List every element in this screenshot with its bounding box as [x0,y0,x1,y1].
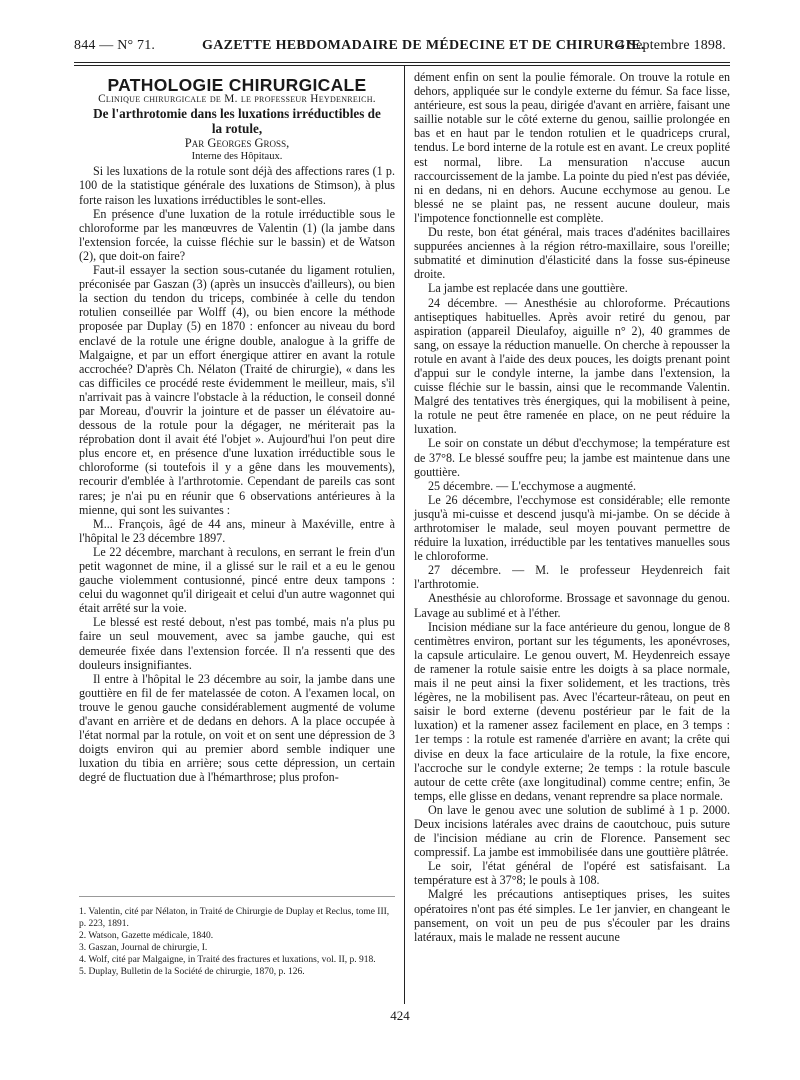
body-paragraph: Faut-il essayer la section sous-cutanée du ligament rotulien, préconisée par Gaszan (3) (après un insuccès d'ailleurs), ou bien la section du tendon du triceps, combinée à celle du tendon rotulien conseillée par Wolff (4), ou bien encore la méthode proposée par Duplay (5) en 1870 : enfoncer au niveau du bord enclavé de la rotule une érigne double, analogue à la griffe de Malgaigne, et par un effort énergique attirer en avant la rotule accrochée? D'après Ch. Nélaton (Traité de chirurgie), « dans les cas difficiles ce procédé reste évidemment le meilleur, mais, s'il n'arrivait pas à vaincre l'obstacle à la réduction, le conseil donné par Moreau, d'ouvrir la jointure et de passer un élévatoire au-dessous de la rotule pour la dégager, ne mériterait pas la réprobation dont il avait été l'objet ». Aujourd'hui l'on peut dire plus encore et, en présence d'une luxation irréductible sous le chloroforme (si toutefois il y a gêne dans les mouvements), recourir d'emblée à l'arthrotomie. Cependant de pareils cas sont rares; je n'ai pu en réunir que 6 observations antérieures à la mienne, qui sont les suivantes : [79,263,395,517]
body-paragraph: La jambe est replacée dans une gouttière. [428,281,628,296]
article-author [79,136,395,150]
footnote: 1. Valentin, cité par Nélaton, in Traité de Chirurgie de Duplay et Reclus, tome III, p. 223, 1891. [79,907,390,929]
section-heading: PATHOLOGIE CHIRURGICALE [107,75,367,95]
body-paragraph: En présence d'une luxation de la rotule irréductible sous le chloroforme par les manœuvres de Valentin (1) (la jambe dans l'extension forcée, la cuisse fléchie sur le bassin) et de Watson (2), que doit-on faire? [79,206,395,263]
footnote-rule [79,896,395,897]
body-paragraph: Malgré les précautions antiseptiques prises, les suites opératoires n'ont pas été simples. Le 1er janvier, en changeant le pansement, on voit un peu de pus s'écouler par les drains latéraux, mais le malade ne ressent aucune [414,887,730,944]
header-rule-bottom [74,65,730,66]
body-paragraph: Le 22 décembre, marchant à reculons, en serrant le frein d'un petit wagonnet de mine, il a glissé sur le rail et a eu le genou gauche violemment contusionné, pincé entre deux tampons : celui du wagonnet qu'il dirigeait et celui d'un autre wagonnet qui était arrêté sur la voie. [79,544,395,616]
column-divider [404,66,405,1004]
body-paragraph: dément enfin on sent la poulie fémorale. On trouve la rotule en dehors, appliquée sur le condyle externe du fémur. Sa face lisse, antérieure, est sous la peau, dirigée d'avant en arrière, faisant une saillie notable sur le côté externe du genou, saillie prolongée en bas et en haut par le tendon rotulien et le quadriceps crural, tendus. Le bord interne de la rotule est en avant. Le creux poplité est normal, libre. La mensuration n'accuse aucun raccourcissement de la jambe. La pointe du pied n'est pas déviée, ni en dedans, ni en dehors. Aucune ecchymose au genou. Le blessé ne se plaint pas, ne ressent aucune douleur, mais l'impotence fonctionnelle est complète. [414,70,730,225]
footnote: 4. Wolf, cité par Malgaigne, in Traité des fractures et luxations, vol. II, p. 918. [79,955,376,965]
body-paragraph: 27 décembre. — M. le professeur Heydenreich fait l'arthrotomie. [414,563,730,592]
left-column [79,75,395,785]
body-paragraph: Du reste, bon état général, mais traces d'adénites bacillaires suppurées anciennes à la région rétro-maxillaire, sous l'oreille; submatité et diminution d'élasticité dans la fosse sus-épineuse droite. [414,225,730,282]
body-paragraph: M... François, âgé de 44 ans, mineur à Maxéville, entre à l'hôpital le 23 décembre 1897. [79,516,395,545]
body-paragraph: On lave le genou avec une solution de sublimé à 1 p. 2000. Deux incisions latérales avec drains de caoutchouc, puis suture de l'incision médiane au crin de Florence. Pansement sec compressif. La jambe est immobilisée dans une gouttière plâtrée. [414,802,730,860]
body-paragraph: 24 décembre. — Anesthésie au chloroforme. Précautions antiseptiques habituelles. Après avoir retiré du genou, par aspiration (appareil Dieulafoy, aiguille n° 2), 40 grammes de sang, on essaye la réduction manuelle. On cherche à repousser la rotule en avant à l'aide des deux pouces, les doigts prenant point d'appui sur le condyle interne, la jambe dans l'extension, la cuisse fléchie sur le bassin, ainsi que le recommande Valentin. Malgré des tentatives très énergiques, qui la mobilisent à peine, la rotule ne peut être ramenée en place, on ne peut réduire la luxation. [414,295,730,437]
author-name: Par Georges Gross, [184,136,290,151]
header-rule-top [74,62,730,63]
footnote: 2. Watson, Gazette médicale, 1840. [79,931,214,941]
body-paragraph: Anesthésie au chloroforme. Brossage et savonnage du genou. Lavage au sublimé et à l'éther. [414,591,730,620]
body-paragraph: Le blessé est resté debout, n'est pas tombé, mais n'a plus pu faire un seul mouvement, avec sa jambe gauche, qui est demeurée fixée dans l'extension forcée. Il n'a ressenti que des douleurs insignifiantes. [79,615,395,672]
article-title: De l'arthrotomie dans les luxations irréductibles de la rotule, [93,106,381,137]
footnote: 3. Gaszan, Journal de chirurgie, I. [79,943,208,953]
page-reference: 844 — N° 71. [74,38,156,53]
author-role: Interne des Hôpitaux. [191,151,283,163]
footnote: 5. Duplay, Bulletin de la Société de chirurgie, 1870, p. 126. [79,967,305,977]
body-paragraph: 25 décembre. — L'ecchymose a augmenté. [428,478,637,493]
right-column [414,70,730,944]
body-paragraph: Le soir, l'état général de l'opéré est satisfaisant. La température est à 37°8; le pouls à 108. [414,859,730,888]
footnotes [79,906,395,978]
clinic-line: Clinique chirurgicale de M. le professeur Heydenreich. [98,93,376,106]
body-paragraph: Le soir on constate un début d'ecchymose; la température est de 37°8. Le blessé souffre peu; la jambe est maintenue dans une gouttière. [414,436,730,479]
body-paragraph: Si les luxations de la rotule sont déjà des affections rares (1 p. 100 de la statistique générale des luxations de Stimson), à plus forte raison les luxations irréductibles le sont-elles. [79,164,395,207]
body-paragraph: Le 26 décembre, l'ecchymose est considérable; elle remonte jusqu'à mi-cuisse et descend jusqu'à mi-jambe. On se décide à arthrotomiser le malade, seul moyen pouvant permettre de réduire la luxation, irréductible par les tentatives manuelles sous le chloroforme. [414,492,730,564]
journal-title: GAZETTE HEBDOMADAIRE DE MÉDECINE ET DE CHIRURGIE. [202,38,645,53]
body-paragraph: Incision médiane sur la face antérieure du genou, longue de 8 centimètres environ, portant sur les téguments, les aponévroses, la capsule articulaire. Le genou ouvert, M. Heydenreich essaye de ramener la rotule saisie entre les doigts à sa place normale, mais il ne peut ainsi la fixer solidement, et les tractions, très légères, ne la mobilisent pas. Avec l'écarteur-râteau, on peut en saisir le bord externe (devenu postérieur par le fait de la luxation) et la ramener assez facilement en place, en 3 temps : 1er temps : la rotule est ramenée d'arrière en avant; la crête qui divise en deux la face articulaire de la rotule, la fixe encore, l'accroche sur le condyle externe; 2e temps : la rotule bascule autour de cette crête (axe longitudinal) comme centre; enfin, 3e temps, elle glisse en dedans, venant reprendre sa place normale. [414,619,730,803]
issue-date: 4 Septembre 1898. [617,38,726,53]
page-number: 424 [390,1008,410,1023]
body-paragraph: Il entre à l'hôpital le 23 décembre au soir, la jambe dans une gouttière en fil de fer matelassée de coton. A l'examen local, on trouve le genou gauche considérablement augmenté de volume d'avant en arrière et de dedans en dehors. A la place occupée à l'état normal par la rotule, on voit et on sent une dépression de 3 doigts environ qui au premier abord semble indiquer une luxation du tibia en arrière; sous cette dépression, un certain degré de fluctuation due à l'hémarthrose; plus profon- [79,671,395,785]
running-header [74,38,726,56]
